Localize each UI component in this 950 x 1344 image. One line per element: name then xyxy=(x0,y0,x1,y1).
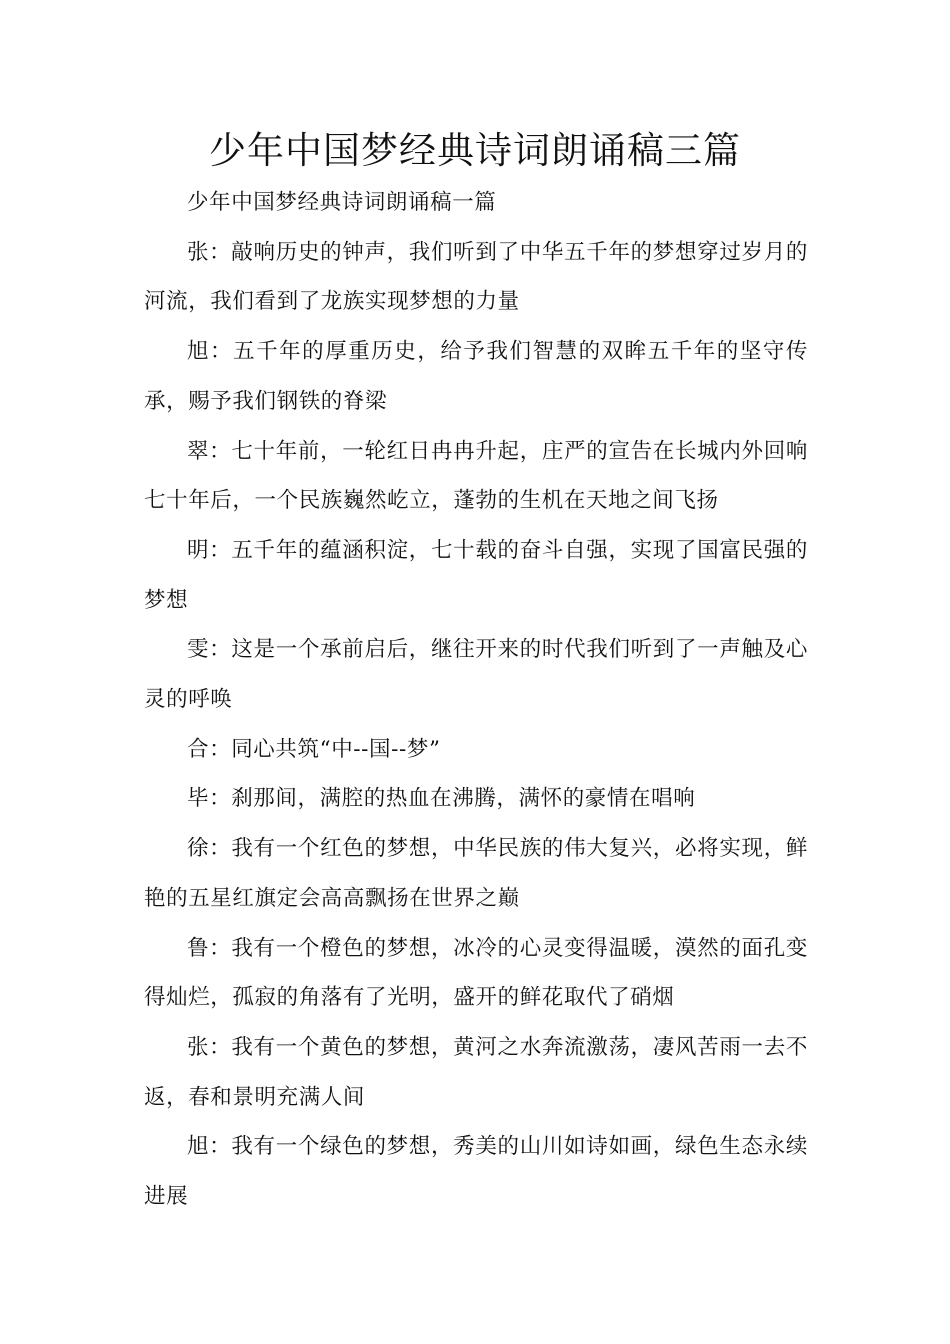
paragraph: 张：敲响历史的钟声，我们听到了中华五千年的梦想穿过岁月的河流，我们看到了龙族实现梦想的力量 xyxy=(144,239,808,315)
document-body xyxy=(144,178,808,1222)
paragraph: 旭：我有一个绿色的梦想，秀美的山川如诗如画，绿色生态永续进展 xyxy=(144,1134,808,1210)
paragraph: 雯：这是一个承前启后，继往开来的时代我们听到了一声触及心灵的呼唤 xyxy=(144,637,808,713)
paragraph: 张：我有一个黄色的梦想，黄河之水奔流激荡，凄风苦雨一去不返，春和景明充满人间 xyxy=(144,1034,808,1110)
paragraph: 鲁：我有一个橙色的梦想，冰冷的心灵变得温暖，漠然的面孔变得灿烂，孤寂的角落有了光明，盛开的鲜花取代了硝烟 xyxy=(144,935,808,1011)
paragraph: 明：五千年的蕴涵积淀，七十载的奋斗自强，实现了国富民强的梦想 xyxy=(144,537,808,613)
paragraph: 翠：七十年前，一轮红日冉冉升起，庄严的宣告在长城内外回响七十年后，一个民族巍然屹立，蓬勃的生机在天地之间飞扬 xyxy=(144,438,808,514)
paragraph: 徐：我有一个红色的梦想，中华民族的伟大复兴，必将实现，鲜艳的五星红旗定会高高飘扬在世界之巅 xyxy=(144,836,808,911)
paragraph: 毕：刹那间，满腔的热血在沸腾，满怀的豪情在唱响 xyxy=(187,786,696,812)
paragraph-subtitle: 少年中国梦经典诗词朗诵稿一篇 xyxy=(187,190,497,215)
paragraph: 旭：五千年的厚重历史，给予我们智慧的双眸五千年的坚守传承，赐予我们钢铁的脊梁 xyxy=(144,339,808,414)
document-title: 少年中国梦经典诗词朗诵稿三篇 xyxy=(209,129,741,172)
paragraph: 合：同心共筑“中--国--梦” xyxy=(187,736,441,762)
